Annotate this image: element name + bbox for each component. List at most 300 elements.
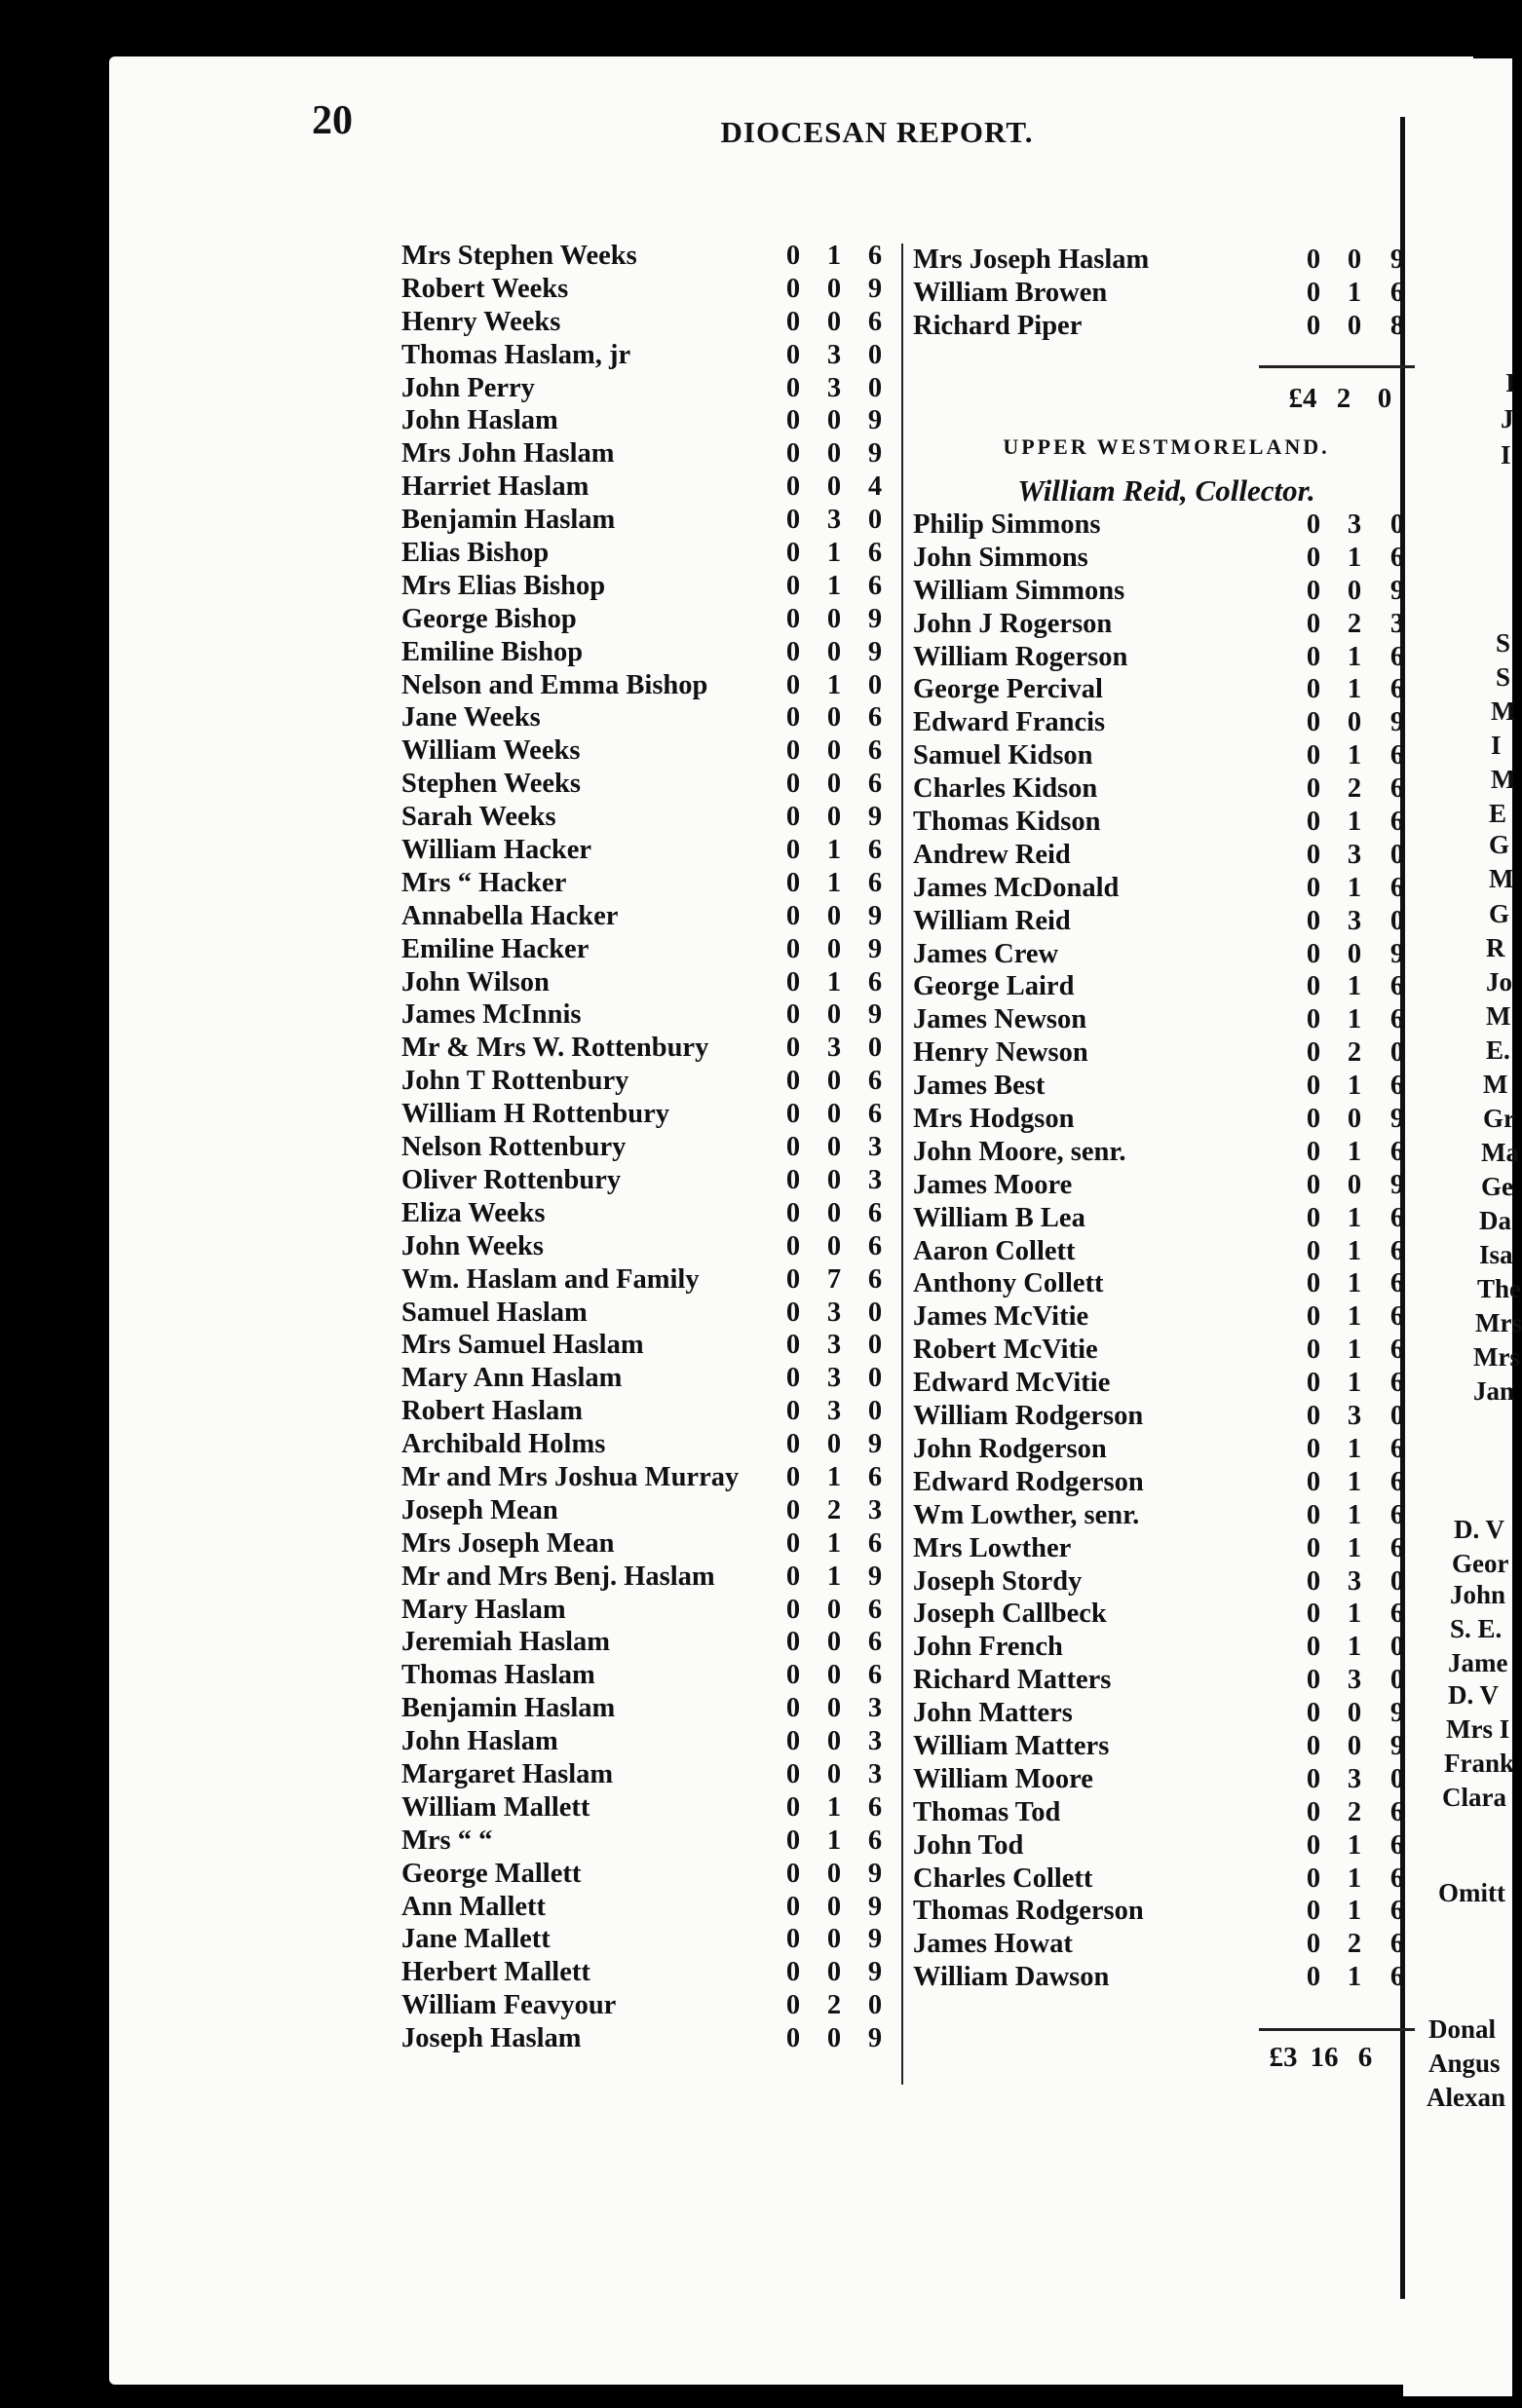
adjacent-page-fragment: Frank	[1444, 1749, 1515, 1778]
subscriber-name: Joseph Callbeck	[913, 1599, 1107, 1630]
subscriber-name: William Rodgerson	[913, 1401, 1144, 1432]
total-pence: 6	[1357, 2042, 1373, 2073]
subscriber-name: Mrs Samuel Haslam	[401, 1330, 644, 1361]
adjacent-page-fragment: John	[1450, 1580, 1506, 1609]
amount-shillings: 1	[1347, 1499, 1362, 1530]
subscriber-name: William Weeks	[401, 735, 581, 767]
amount-pence: 6	[867, 1461, 883, 1492]
amount-pounds: 0	[1306, 1235, 1321, 1266]
amount-shillings: 2	[1347, 1037, 1362, 1069]
list-item	[913, 1003, 1420, 1036]
amount-pence: 3	[867, 1164, 883, 1195]
amount-shillings: 1	[1347, 971, 1362, 1002]
list-item	[913, 1202, 1420, 1235]
amount-pounds: 0	[1306, 707, 1321, 738]
subscriber-name: William Browen	[913, 277, 1108, 308]
subscriber-name: Mr and Mrs Joshua Murray	[401, 1461, 740, 1492]
amount-shillings: 2	[826, 1990, 842, 2021]
subscriber-name: George Bishop	[401, 603, 577, 634]
amount-pounds: 0	[1306, 1896, 1321, 1927]
amount-pence: 9	[1389, 1698, 1405, 1729]
subscriber-name: Andrew Reid	[913, 839, 1071, 870]
subscriber-name: William Hacker	[401, 835, 591, 866]
subscriber-name: Mrs Joseph Mean	[401, 1527, 615, 1559]
adjacent-page-fragment: M	[1483, 1070, 1508, 1099]
amount-pence: 6	[1389, 1532, 1405, 1563]
list-item	[913, 508, 1420, 542]
adjacent-page-fragment: Mrs I	[1446, 1714, 1510, 1744]
amount-shillings: 1	[1347, 1136, 1362, 1167]
amount-pence: 9	[867, 933, 883, 964]
amount-pounds: 0	[1306, 1632, 1321, 1663]
amount-pence: 6	[1389, 1862, 1405, 1894]
subscriber-name: Mrs “ Hacker	[401, 867, 567, 898]
list-item	[913, 1466, 1420, 1499]
amount-pounds: 0	[1306, 807, 1321, 838]
adjacent-page-fragment: Clara	[1442, 1783, 1506, 1812]
list-item	[913, 1400, 1420, 1433]
amount-shillings: 1	[1347, 1071, 1362, 1102]
subtotal-top	[1282, 383, 1405, 415]
amount-shillings: 1	[1347, 1235, 1362, 1266]
amount-shillings: 0	[826, 603, 842, 634]
total-pence: 0	[1377, 383, 1392, 414]
list-item	[401, 437, 898, 470]
amount-pounds: 0	[1306, 1763, 1321, 1794]
subscriber-name: Robert Haslam	[401, 1396, 584, 1427]
amount-pence: 6	[867, 306, 883, 337]
amount-pounds: 0	[785, 405, 801, 436]
subscriber-name: John Perry	[401, 372, 535, 403]
amount-pounds: 0	[1306, 1929, 1321, 1960]
list-item	[913, 739, 1420, 772]
amount-shillings: 0	[826, 1758, 842, 1789]
amount-pounds: 0	[785, 570, 801, 601]
adjacent-page-fragment: M	[1491, 765, 1516, 794]
list-item	[401, 504, 898, 537]
amount-pounds: 0	[785, 802, 801, 833]
adjacent-page-fragment: Angus	[1428, 2049, 1501, 2078]
amount-pence: 9	[867, 2023, 883, 2054]
adjacent-page-fragment: M	[1491, 696, 1516, 726]
amount-pounds: 0	[1306, 1335, 1321, 1366]
amount-shillings: 1	[826, 867, 842, 898]
adjacent-page-fragment: Jan	[1473, 1376, 1515, 1406]
amount-shillings: 1	[826, 1825, 842, 1856]
amount-pounds: 0	[785, 636, 801, 667]
subscriber-name: Elias Bishop	[401, 538, 550, 569]
list-item	[913, 1697, 1420, 1730]
subscriber-name: William Reid	[913, 905, 1071, 936]
list-item	[401, 339, 898, 372]
amount-pounds: 0	[1306, 740, 1321, 771]
amount-pence: 0	[867, 505, 883, 536]
amount-pence: 0	[867, 1396, 883, 1427]
subscriber-name: Samuel Haslam	[401, 1297, 588, 1328]
amount-shillings: 2	[1347, 773, 1362, 805]
subscriber-name: Mrs Lowther	[913, 1532, 1072, 1563]
list-item	[913, 1070, 1420, 1103]
amount-shillings: 1	[1347, 807, 1362, 838]
subscriber-name: Thomas Haslam	[401, 1660, 595, 1691]
amount-shillings: 2	[1347, 1929, 1362, 1960]
list-item	[401, 1098, 898, 1131]
adjacent-page-fragment: E	[1489, 799, 1507, 828]
amount-shillings: 0	[826, 1660, 842, 1691]
list-item	[401, 1923, 898, 1956]
subscriber-name: James Crew	[913, 938, 1059, 969]
amount-pounds: 0	[785, 1957, 801, 1988]
adjacent-page-fragment: S. E.	[1450, 1614, 1503, 1643]
amount-shillings: 3	[1347, 905, 1362, 936]
amount-shillings: 1	[826, 1561, 842, 1592]
amount-pounds: 0	[785, 1396, 801, 1427]
list-item	[913, 706, 1420, 739]
subscriber-name: Emiline Hacker	[401, 933, 590, 964]
amount-pence: 9	[867, 1957, 883, 1988]
amount-pence: 9	[1389, 707, 1405, 738]
amount-pounds: 0	[1306, 1796, 1321, 1827]
amount-pounds: 0	[785, 933, 801, 964]
list-item	[913, 1300, 1420, 1334]
amount-shillings: 0	[1347, 575, 1362, 606]
right-main-list	[913, 508, 1420, 1994]
amount-shillings: 3	[1347, 509, 1362, 540]
amount-pounds: 0	[1306, 872, 1321, 903]
amount-pence: 6	[1389, 1071, 1405, 1102]
amount-shillings: 1	[826, 1461, 842, 1492]
amount-pence: 8	[1389, 310, 1405, 341]
subscriber-name: John Haslam	[401, 1726, 558, 1757]
amount-pence: 6	[1389, 1829, 1405, 1861]
list-item	[401, 306, 898, 339]
amount-shillings: 1	[1347, 1004, 1362, 1035]
amount-pounds: 0	[1306, 542, 1321, 573]
subscriber-name: Mrs Elias Bishop	[401, 570, 606, 601]
subscriber-name: Charles Kidson	[913, 773, 1098, 805]
amount-pence: 9	[867, 1561, 883, 1592]
list-item	[913, 1367, 1420, 1400]
amount-shillings: 1	[1347, 1368, 1362, 1399]
subscriber-name: Joseph Haslam	[401, 2023, 582, 2054]
amount-pence: 0	[867, 1033, 883, 1064]
subscriber-name: John Tod	[913, 1829, 1024, 1861]
amount-shillings: 0	[826, 405, 842, 436]
amount-pence: 6	[867, 1791, 883, 1823]
amount-pence: 6	[867, 1627, 883, 1658]
amount-shillings: 1	[1347, 1202, 1362, 1233]
amount-pence: 3	[1389, 608, 1405, 639]
right-top-list	[913, 244, 1420, 343]
amount-pence: 6	[1389, 773, 1405, 805]
amount-shillings: 0	[826, 900, 842, 931]
subscriber-name: William Dawson	[913, 1962, 1110, 1993]
adjacent-page-fragment: E.	[1486, 1035, 1510, 1065]
amount-pence: 9	[867, 900, 883, 931]
amount-shillings: 3	[826, 505, 842, 536]
amount-pence: 6	[1389, 1599, 1405, 1630]
subscriber-name: Mrs Stephen Weeks	[401, 241, 637, 271]
amount-pounds: 0	[785, 1561, 801, 1592]
list-item	[401, 933, 898, 966]
amount-shillings: 0	[826, 1891, 842, 1922]
list-item	[913, 310, 1420, 343]
amount-shillings: 1	[1347, 277, 1362, 308]
amount-pounds: 0	[1306, 1401, 1321, 1432]
adjacent-page-fragment: Omitt	[1438, 1878, 1505, 1907]
amount-shillings: 0	[826, 1164, 842, 1195]
amount-pence: 0	[1389, 1565, 1405, 1597]
amount-pence: 6	[1389, 1368, 1405, 1399]
amount-shillings: 3	[1347, 839, 1362, 870]
list-item	[913, 542, 1420, 575]
amount-pounds: 0	[1306, 1136, 1321, 1167]
amount-pence: 6	[1389, 674, 1405, 705]
list-item	[401, 1494, 898, 1527]
amount-pounds: 0	[785, 1099, 801, 1130]
amount-pounds: 0	[785, 1033, 801, 1064]
amount-pounds: 0	[785, 769, 801, 800]
amount-pounds: 0	[1306, 1698, 1321, 1729]
amount-pounds: 0	[785, 1297, 801, 1328]
amount-shillings: 0	[826, 999, 842, 1031]
amount-shillings: 3	[826, 1396, 842, 1427]
list-item	[913, 1433, 1420, 1466]
amount-pence: 6	[867, 1527, 883, 1559]
subscriber-name: John Moore, senr.	[913, 1136, 1126, 1167]
amount-pounds: 0	[1306, 1466, 1321, 1497]
amount-pounds: 0	[1306, 575, 1321, 606]
amount-pounds: 0	[1306, 1730, 1321, 1761]
amount-shillings: 1	[1347, 1532, 1362, 1563]
amount-pence: 6	[867, 570, 883, 601]
amount-pounds: 0	[785, 1197, 801, 1228]
subscriber-name: Richard Matters	[913, 1665, 1112, 1696]
list-item	[913, 1961, 1420, 1994]
amount-pounds: 0	[1306, 1104, 1321, 1135]
list-item	[401, 570, 898, 603]
amount-pence: 0	[1389, 1763, 1405, 1794]
list-item	[913, 1499, 1420, 1532]
amount-pounds: 0	[785, 1660, 801, 1691]
amount-pounds: 0	[785, 1429, 801, 1460]
list-item	[401, 900, 898, 933]
amount-pence: 9	[1389, 938, 1405, 969]
amount-pounds: 0	[785, 2023, 801, 2054]
list-item	[913, 772, 1420, 806]
list-item	[913, 244, 1420, 277]
adjacent-page-fragment: R	[1486, 933, 1505, 962]
list-item	[401, 1527, 898, 1561]
amount-shillings: 3	[1347, 1565, 1362, 1597]
amount-pence: 6	[1389, 1335, 1405, 1366]
subscriber-name: John Simmons	[913, 542, 1088, 573]
amount-pence: 6	[867, 735, 883, 767]
list-item	[401, 470, 898, 504]
amount-pounds: 0	[785, 1363, 801, 1394]
amount-shillings: 1	[826, 241, 842, 271]
subscriber-name: George Laird	[913, 971, 1075, 1002]
amount-pence: 0	[867, 669, 883, 700]
amount-pounds: 0	[1306, 1368, 1321, 1399]
amount-pounds: 0	[785, 867, 801, 898]
total-shillings: 2	[1336, 383, 1351, 414]
amount-shillings: 0	[1347, 245, 1362, 275]
list-item	[913, 1235, 1420, 1268]
list-item	[913, 277, 1420, 310]
amount-pounds: 0	[1306, 971, 1321, 1002]
amount-shillings: 0	[826, 1726, 842, 1757]
list-item	[913, 1928, 1420, 1961]
amount-pounds: 0	[785, 735, 801, 767]
subscriber-name: Mary Haslam	[401, 1594, 566, 1625]
adjacent-page-fragment: M	[1486, 1001, 1511, 1031]
subscriber-name: Jane Mallett	[401, 1924, 551, 1955]
amount-shillings: 0	[826, 1594, 842, 1625]
amount-shillings: 0	[826, 438, 842, 470]
amount-pounds: 0	[1306, 1499, 1321, 1530]
list-item	[913, 1267, 1420, 1300]
list-item	[401, 1164, 898, 1197]
amount-pounds: 0	[785, 1164, 801, 1195]
adjacent-page-fragment: S	[1496, 628, 1511, 658]
amount-pounds: 0	[785, 1726, 801, 1757]
amount-pounds: 0	[785, 966, 801, 997]
list-item	[913, 1796, 1420, 1829]
amount-pounds: 0	[1306, 641, 1321, 672]
subscriber-name: William Moore	[913, 1763, 1093, 1794]
subscriber-name: Benjamin Haslam	[401, 505, 616, 536]
amount-shillings: 0	[826, 1924, 842, 1955]
list-item	[913, 1334, 1420, 1367]
amount-pounds: 0	[1306, 509, 1321, 540]
adjacent-page-fragment: G	[1489, 899, 1510, 928]
adjacent-page-fragment: The	[1477, 1274, 1522, 1303]
adjacent-page-fragment: Ma	[1481, 1138, 1519, 1167]
amount-pence: 9	[867, 273, 883, 304]
amount-shillings: 0	[1347, 1169, 1362, 1200]
list-item	[401, 1692, 898, 1725]
list-item	[913, 839, 1420, 872]
subscriber-name: Mary Ann Haslam	[401, 1363, 623, 1394]
list-item	[913, 1169, 1420, 1202]
amount-shillings: 1	[1347, 1335, 1362, 1366]
amount-pounds: 0	[785, 1461, 801, 1492]
amount-pounds: 0	[1306, 1433, 1321, 1464]
amount-shillings: 1	[1347, 674, 1362, 705]
amount-pence: 9	[1389, 575, 1405, 606]
subscriber-name: Jane Weeks	[401, 702, 541, 734]
subscriber-name: Mrs Hodgson	[913, 1104, 1075, 1135]
subscriber-name: Joseph Stordy	[913, 1565, 1083, 1597]
amount-pounds: 0	[785, 538, 801, 569]
amount-pounds: 0	[785, 1594, 801, 1625]
amount-pounds: 0	[1306, 839, 1321, 870]
amount-pounds: 0	[785, 999, 801, 1031]
amount-shillings: 0	[826, 1066, 842, 1097]
amount-pence: 6	[1389, 1796, 1405, 1827]
list-item	[401, 768, 898, 801]
amount-pence: 9	[1389, 245, 1405, 275]
amount-shillings: 1	[1347, 872, 1362, 903]
list-item	[401, 1725, 898, 1758]
amount-shillings: 1	[826, 538, 842, 569]
amount-pounds: 0	[785, 702, 801, 734]
amount-shillings: 2	[826, 1494, 842, 1525]
list-item	[401, 1428, 898, 1461]
list-item	[401, 1362, 898, 1395]
subscriber-name: Nelson and Emma Bishop	[401, 669, 708, 700]
amount-pence: 6	[867, 538, 883, 569]
amount-pence: 6	[867, 1263, 883, 1295]
list-item	[401, 636, 898, 669]
amount-shillings: 1	[1347, 641, 1362, 672]
amount-pence: 9	[867, 802, 883, 833]
amount-pence: 0	[867, 1297, 883, 1328]
adjacent-page-fragment: Jame	[1448, 1648, 1508, 1677]
amount-shillings: 1	[1347, 1301, 1362, 1333]
adjacent-page-fragment: I	[1501, 440, 1511, 470]
amount-pounds: 0	[785, 505, 801, 536]
amount-pence: 6	[1389, 1268, 1405, 1299]
amount-shillings: 1	[826, 669, 842, 700]
subscriber-name: Thomas Tod	[913, 1796, 1061, 1827]
list-item	[401, 1131, 898, 1164]
list-item	[913, 1829, 1420, 1862]
amount-pence: 6	[1389, 1499, 1405, 1530]
amount-shillings: 2	[1347, 608, 1362, 639]
adjacent-page-fragment: Gr	[1483, 1104, 1515, 1133]
total-rule-bottom	[1259, 2028, 1415, 2031]
amount-pence: 6	[867, 1099, 883, 1130]
amount-pence: 6	[1389, 971, 1405, 1002]
amount-shillings: 0	[826, 1627, 842, 1658]
amount-pence: 6	[1389, 1004, 1405, 1035]
amount-shillings: 7	[826, 1263, 842, 1295]
amount-pence: 0	[867, 1990, 883, 2021]
subscriber-name: James McInnis	[401, 999, 582, 1031]
amount-pence: 3	[867, 1726, 883, 1757]
subscriber-name: George Mallett	[401, 1858, 582, 1889]
amount-pounds: 0	[785, 241, 801, 271]
list-item	[913, 1895, 1420, 1928]
amount-pence: 6	[1389, 1896, 1405, 1927]
subscriber-name: Joseph Mean	[401, 1494, 558, 1525]
amount-shillings: 1	[1347, 1962, 1362, 1993]
amount-shillings: 0	[826, 273, 842, 304]
amount-pounds: 0	[1306, 1202, 1321, 1233]
amount-shillings: 3	[826, 1330, 842, 1361]
list-item	[401, 603, 898, 636]
subscriber-name: William Mallett	[401, 1791, 590, 1823]
subscriber-name: Harriet Haslam	[401, 471, 590, 503]
list-item	[401, 1263, 898, 1297]
list-item	[401, 1561, 898, 1594]
amount-pence: 9	[867, 438, 883, 470]
subscriber-name: John Rodgerson	[913, 1433, 1107, 1464]
amount-pounds: 0	[1306, 1169, 1321, 1200]
list-item	[401, 867, 898, 900]
total-shillings: 16	[1310, 2042, 1339, 2073]
list-item	[401, 1825, 898, 1858]
subscriber-name: William B Lea	[913, 1202, 1085, 1233]
amount-pounds: 0	[785, 1791, 801, 1823]
subscriber-name: John Haslam	[401, 405, 558, 436]
amount-pounds: 0	[785, 471, 801, 503]
amount-pence: 6	[867, 1825, 883, 1856]
subscriber-name: Charles Collett	[913, 1862, 1093, 1894]
amount-pounds: 0	[785, 900, 801, 931]
